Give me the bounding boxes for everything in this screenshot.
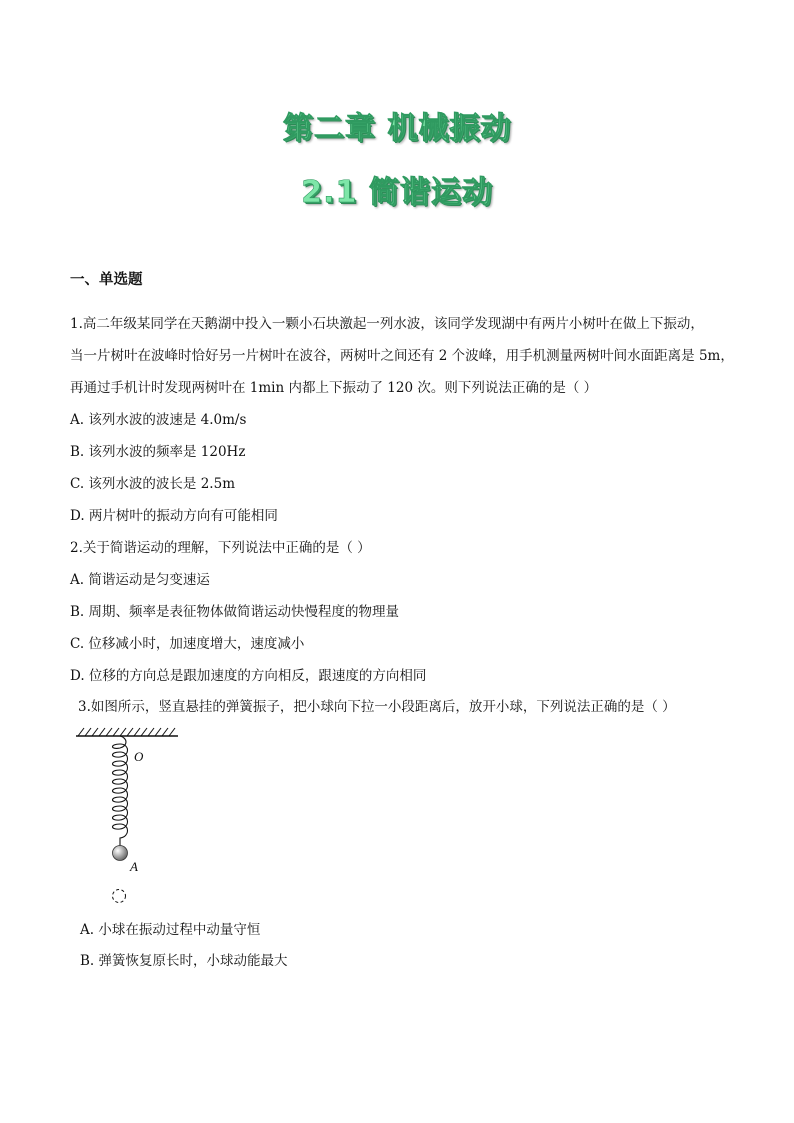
question-1-option-c: C. 该列水波的波长是 2.5m	[70, 476, 235, 492]
spring-coil	[113, 736, 128, 846]
ball-dashed-position	[113, 890, 126, 903]
question-2-line-1: 2.关于简谐运动的理解，下列说法中正确的是（ ）	[70, 540, 371, 556]
label-a: A	[130, 859, 138, 874]
question-1-line-2: 当一片树叶在波峰时恰好另一片树叶在波谷，两树叶之间还有 2 个波峰，用手机测量两树叶间水面距离是 5m，	[70, 348, 734, 364]
question-3-option-a: A. 小球在振动过程中动量守恒	[80, 922, 261, 938]
question-1-option-d: D. 两片树叶的振动方向有可能相同	[70, 508, 278, 524]
spring-oscillator-figure	[70, 724, 190, 914]
section-heading: 一、单选题	[70, 272, 143, 288]
question-2-option-b: B. 周期、频率是表征物体做简谐运动快慢程度的物理量	[70, 604, 400, 620]
question-1-option-b: B. 该列水波的频率是 120Hz	[70, 444, 246, 460]
question-1-option-a: A. 该列水波的波速是 4.0m/s	[70, 412, 247, 428]
question-2-option-a: A. 简谐运动是匀变速运	[70, 572, 210, 588]
question-2-option-c: C. 位移减小时，加速度增大，速度减小	[70, 636, 305, 652]
question-3-option-b: B. 弹簧恢复原长时，小球动能最大	[80, 953, 288, 969]
chapter-title: 第二章 机械振动	[282, 111, 512, 146]
ball	[113, 846, 128, 861]
question-1-line-3: 再通过手机计时发现两树叶在 1min 内都上下振动了 120 次。则下列说法正确的是（ ）	[70, 380, 598, 396]
question-3-line-1: 3.如图所示，竖直悬挂的弹簧振子，把小球向下拉一小段距离后，放开小球，下列说法正确的是（ ）	[78, 699, 676, 715]
label-o: O	[134, 749, 144, 764]
question-1-line-1: 1.高二年级某同学在天鹅湖中投入一颗小石块激起一列水波，该同学发现湖中有两片小树叶在做上下振动，	[70, 316, 704, 332]
ceiling-hatching	[78, 728, 175, 736]
question-2-option-d: D. 位移的方向总是跟加速度的方向相反，跟速度的方向相同	[70, 668, 427, 684]
section-title: 2.1 简谐运动	[301, 175, 493, 210]
